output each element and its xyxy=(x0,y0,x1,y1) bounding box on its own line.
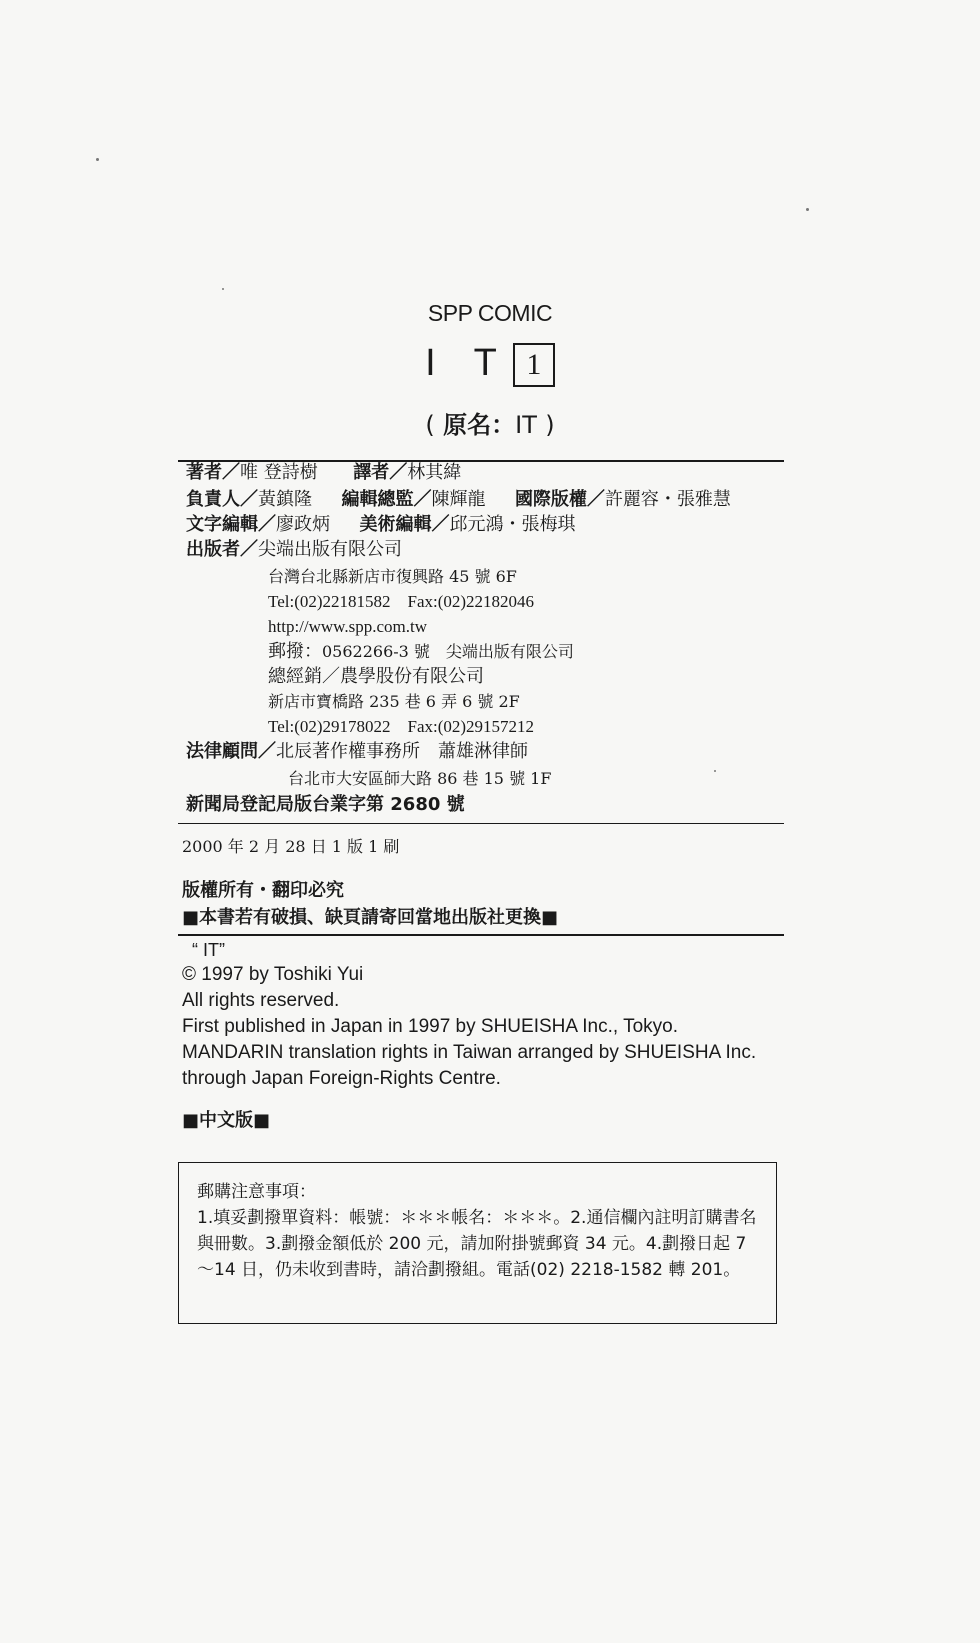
series-name: SPP COMIC xyxy=(427,300,553,326)
postal-account: 郵撥：0562266-3 號 尖端出版有限公司 xyxy=(268,641,574,662)
original-title: ( 原名：IT ) xyxy=(425,411,555,439)
edition-date: 2000 年 2 月 28 日 1 版 1 刷 xyxy=(182,837,400,856)
publisher-website: http://www.spp.com.tw xyxy=(268,617,427,636)
credit-editor-row: 文字編輯／廖政炳 美術編輯／邱元鴻・張梅琪 xyxy=(186,514,576,535)
divider-middle xyxy=(178,823,784,824)
book-title xyxy=(0,342,980,387)
original-title-label: 原名： xyxy=(443,411,516,439)
distributor: 總經銷／農學股份有限公司 xyxy=(268,666,484,687)
divider-lower xyxy=(178,934,784,936)
paper-speck xyxy=(806,208,809,211)
original-title-quote: “ IT” xyxy=(192,940,225,960)
paper-speck xyxy=(96,158,99,161)
publisher-address: 台灣台北縣新店市復興路 45 號 6F xyxy=(268,567,517,586)
title-text: I T xyxy=(425,342,511,384)
agency-line: through Japan Foreign-Rights Centre. xyxy=(182,1068,501,1089)
translation-rights-line: MANDARIN translation rights in Taiwan arranged by SHUEISHA Inc. xyxy=(182,1042,757,1063)
defect-notice: ■本書若有破損、缺頁請寄回當地出版社更換■ xyxy=(182,907,559,928)
copyright-line: © 1997 by Toshiki Yui xyxy=(182,964,364,985)
paper-speck xyxy=(714,770,716,772)
publisher-tel-fax: Tel:(02)22181582 Fax:(02)22182046 xyxy=(268,592,535,611)
volume-box: 1 xyxy=(513,343,555,387)
first-published-line: First published in Japan in 1997 by SHUEISHA Inc., Tokyo. xyxy=(182,1016,679,1037)
credit-publisher-row: 出版者／尖端出版有限公司 xyxy=(186,539,402,560)
chinese-edition-label: ■中文版■ xyxy=(182,1110,271,1131)
distributor-address: 新店市寶橋路 235 巷 6 弄 6 號 2F xyxy=(268,692,520,711)
mail-order-notice xyxy=(178,1162,777,1324)
original-title-value: IT xyxy=(515,411,537,439)
notice-body: 1.填妥劃撥單資料：帳號：＊＊＊帳名：＊＊＊。2.通信欄內註明訂購書名與冊數。3.劃撥金額低於 200 元，請加附掛號郵資 34 元。4.劃撥日起 7～14 日，仍未收到書時，請洽劃撥組。電話(02) 2218-1582 轉 201。 xyxy=(197,1208,757,1280)
credit-author-row: 著者／唯 登詩樹 譯者／林其緯 xyxy=(186,462,462,483)
distributor-tel-fax: Tel:(02)29178022 Fax:(02)29157212 xyxy=(268,717,535,736)
credit-staff-row: 負責人／黃鎮隆 編輯總監／陳輝龍 國際版權／許麗容・張雅慧 xyxy=(186,489,731,510)
legal-advisor: 法律顧問／北辰著作權事務所 蕭雄淋律師 xyxy=(186,741,528,762)
registration-number: 新聞局登記局版台業字第 2680 號 xyxy=(186,794,465,815)
paper-speck xyxy=(222,288,224,290)
legal-address: 台北市大安區師大路 86 巷 15 號 1F xyxy=(288,769,552,788)
notice-title: 郵購注意事項： xyxy=(197,1182,316,1202)
rights-reserved-line: All rights reserved. xyxy=(182,990,340,1011)
all-rights-reserved: 版權所有・翻印必究 xyxy=(182,880,344,901)
